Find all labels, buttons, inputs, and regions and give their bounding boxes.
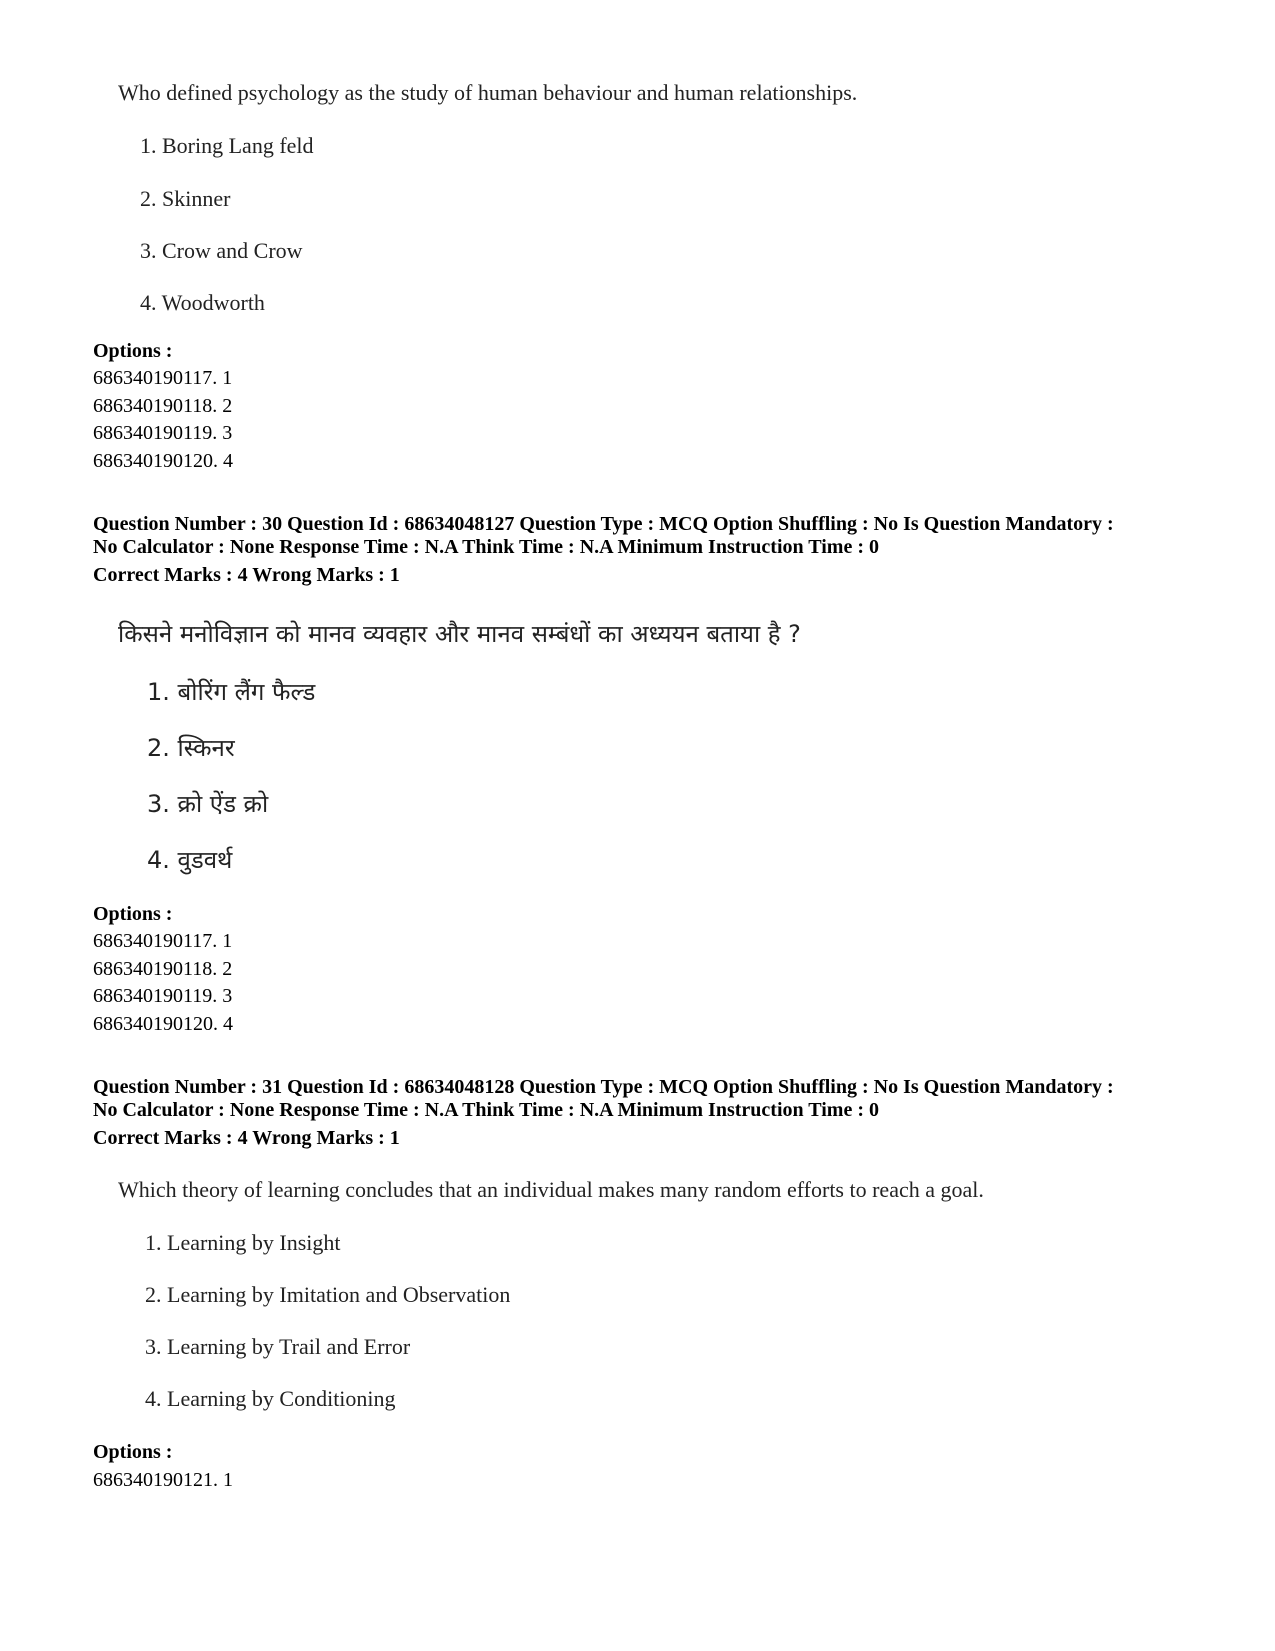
choice-4: 4. वुडवर्थ: [147, 846, 233, 874]
option-line: 686340190119. 3: [93, 422, 233, 444]
option-line: 686340190117. 1: [93, 367, 233, 389]
options-label: Options :: [93, 340, 173, 362]
choice-3: 3. Crow and Crow: [140, 238, 303, 263]
option-line: 686340190118. 2: [93, 395, 233, 417]
question-meta: Question Number : 31 Question Id : 68634048128 Question Type : MCQ Option Shuffling : No Is Question Mandatory :: [93, 1076, 1114, 1098]
options-label: Options :: [93, 1441, 173, 1463]
question-text: Who defined psychology as the study of human behaviour and human relationships.: [118, 80, 858, 105]
option-line: 686340190118. 2: [93, 958, 233, 980]
choice-3: 3. क्रो ऐंड क्रो: [147, 790, 269, 818]
option-line: 686340190120. 4: [93, 450, 233, 472]
choice-4: 4. Woodworth: [140, 290, 265, 315]
question-marks: Correct Marks : 4 Wrong Marks : 1: [93, 1127, 400, 1149]
choice-3: 3. Learning by Trail and Error: [145, 1334, 411, 1359]
choice-2: 2. Skinner: [140, 186, 231, 211]
option-line: 686340190121. 1: [93, 1469, 233, 1491]
choice-1: 1. Boring Lang feld: [140, 133, 314, 158]
choice-1: 1. बोरिंग लैंग फैल्ड: [147, 678, 316, 706]
question-text: किसने मनोविज्ञान को मानव व्यवहार और मानव सम्बंधों का अध्ययन बताया है ?: [118, 620, 801, 648]
choice-4: 4. Learning by Conditioning: [145, 1386, 396, 1411]
choice-1: 1. Learning by Insight: [145, 1230, 341, 1255]
question-meta: No Calculator : None Response Time : N.A Think Time : N.A Minimum Instruction Time : 0: [93, 1099, 879, 1121]
question-text: Which theory of learning concludes that an individual makes many random efforts to reach a goal.: [118, 1177, 984, 1202]
option-line: 686340190120. 4: [93, 1013, 233, 1035]
question-marks: Correct Marks : 4 Wrong Marks : 1: [93, 564, 400, 586]
option-line: 686340190117. 1: [93, 930, 233, 952]
choice-2: 2. Learning by Imitation and Observation: [145, 1282, 511, 1307]
question-meta: Question Number : 30 Question Id : 68634048127 Question Type : MCQ Option Shuffling : No Is Question Mandatory :: [93, 513, 1114, 535]
question-meta: No Calculator : None Response Time : N.A Think Time : N.A Minimum Instruction Time : 0: [93, 536, 879, 558]
choice-2: 2. स्किनर: [147, 734, 235, 762]
option-line: 686340190119. 3: [93, 985, 233, 1007]
options-label: Options :: [93, 903, 173, 925]
